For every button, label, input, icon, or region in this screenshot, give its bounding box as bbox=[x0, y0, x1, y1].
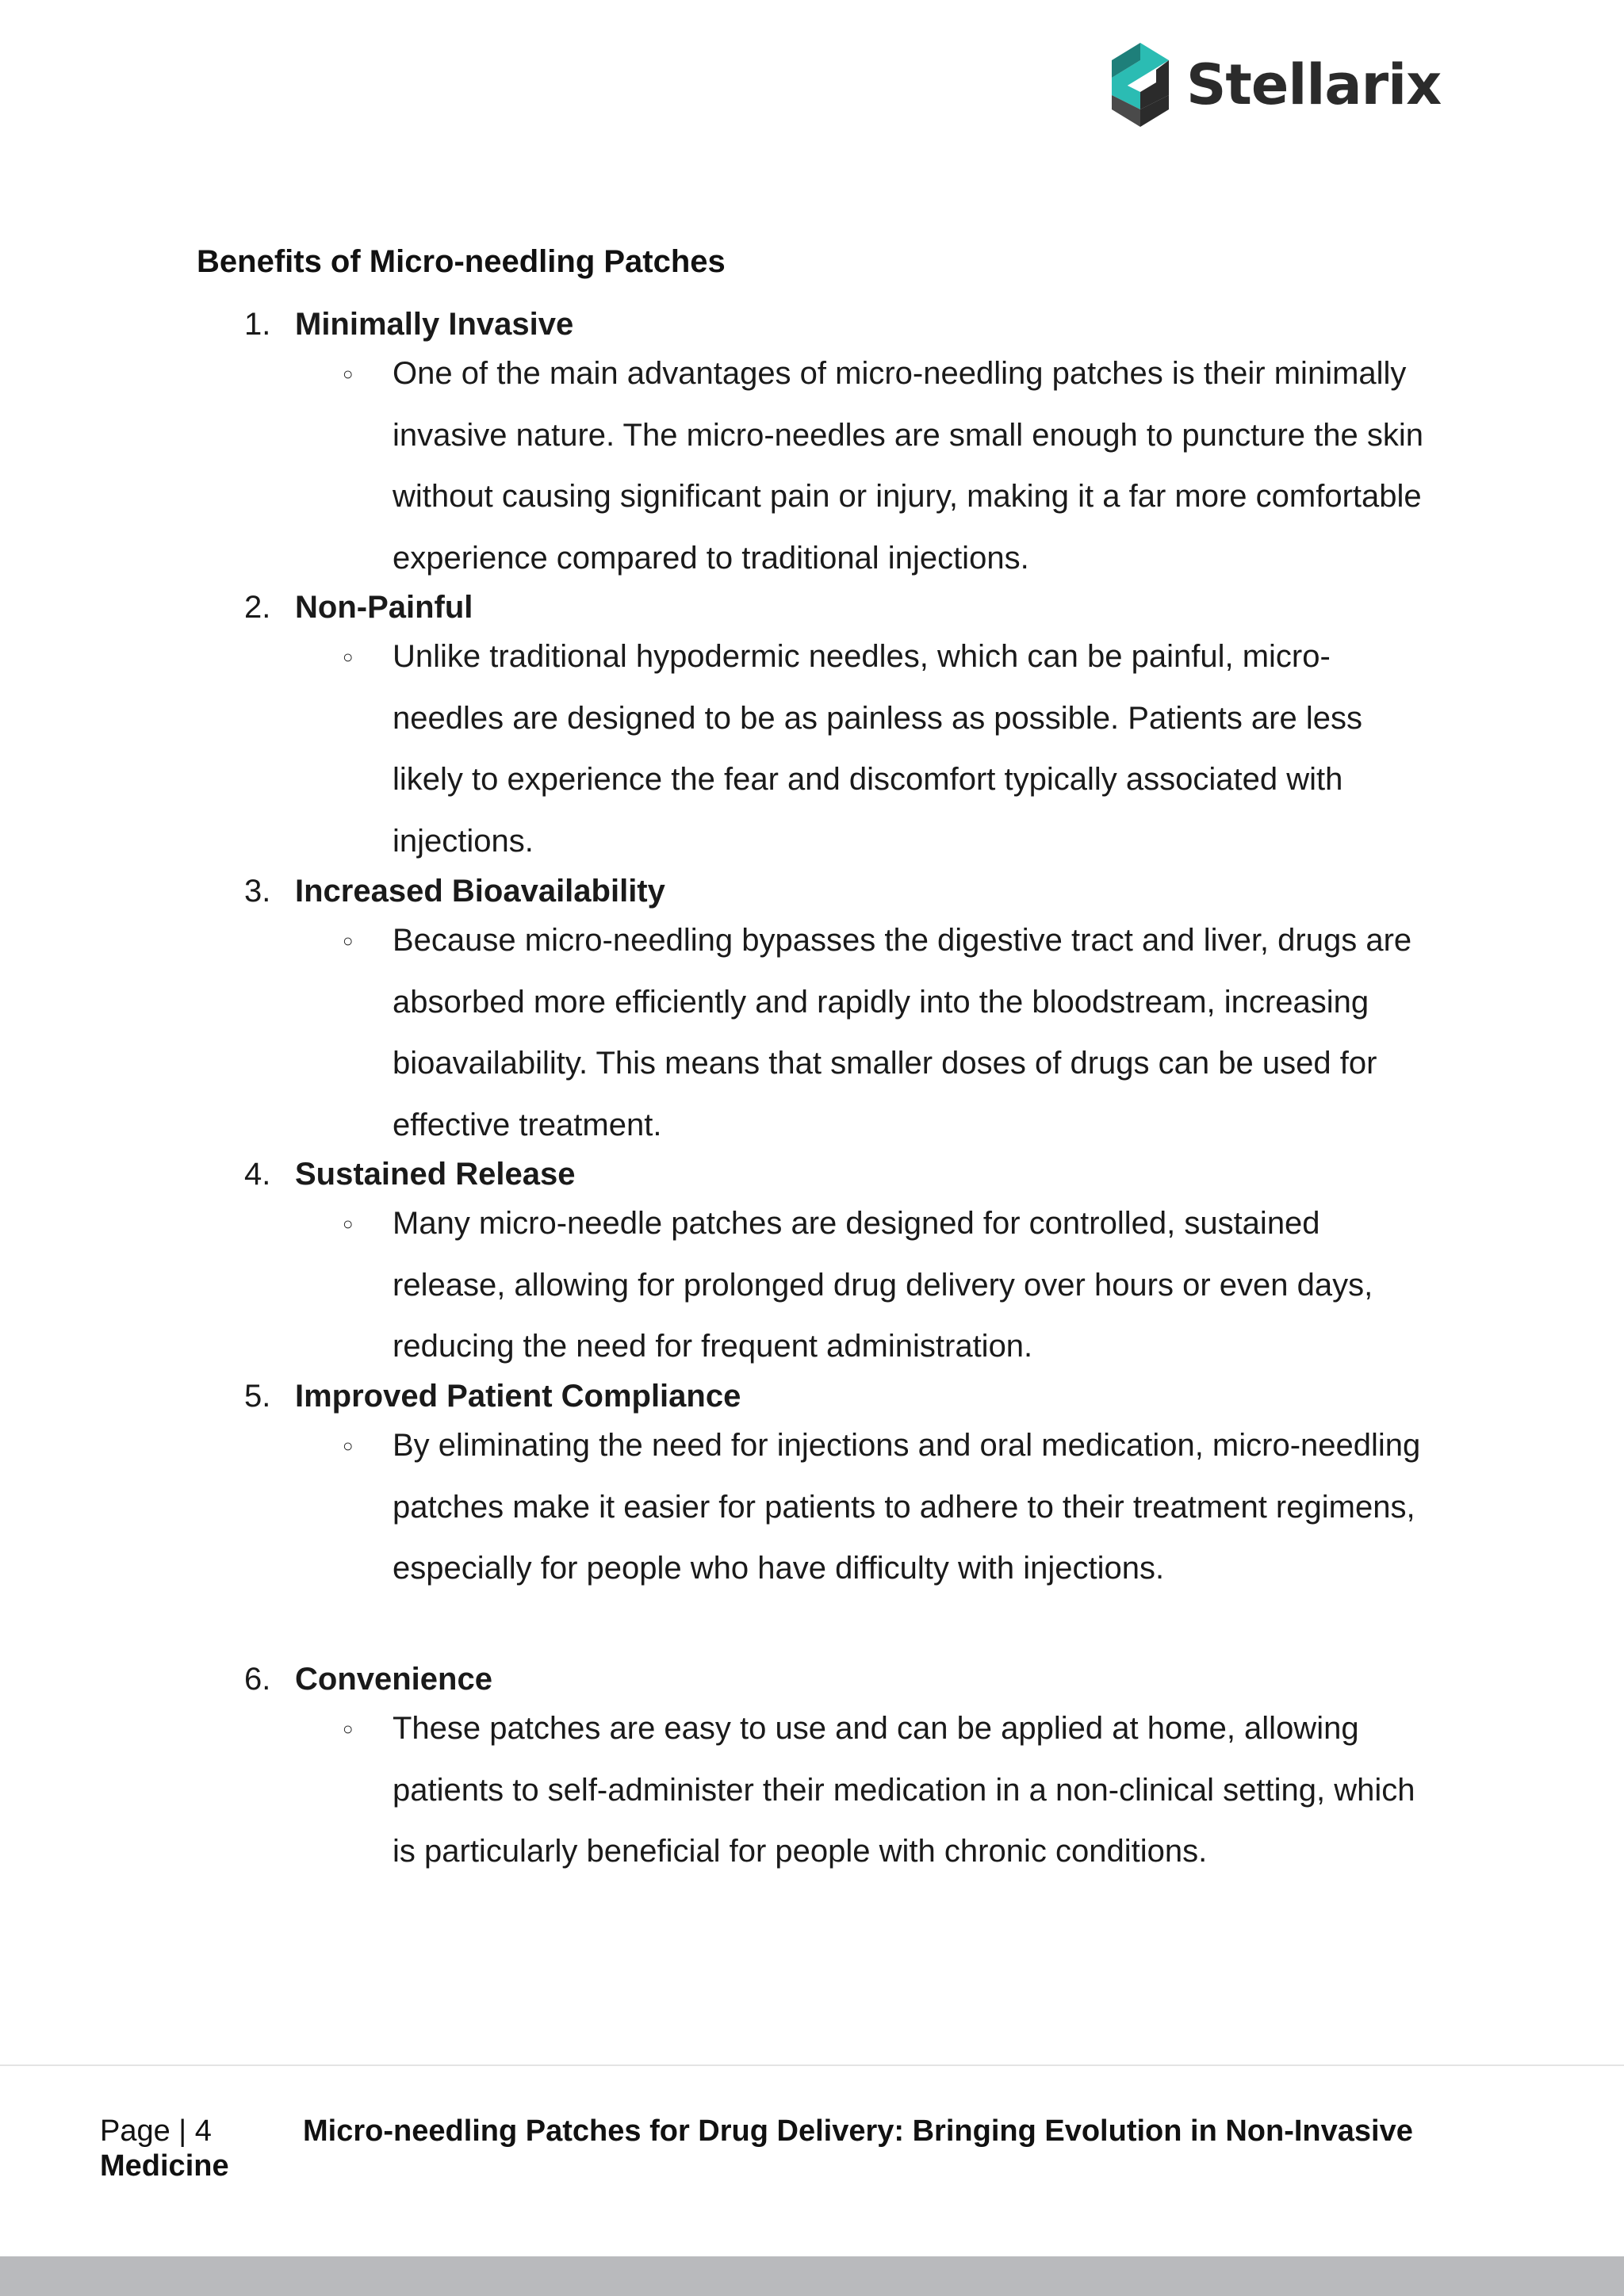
footer-divider bbox=[0, 2064, 1624, 2066]
stellarix-logo bbox=[1112, 43, 1441, 127]
page-number: Page | 4 bbox=[100, 2114, 212, 2148]
logo-wordmark: Stellarix bbox=[1186, 52, 1442, 117]
list-item-number: 6. bbox=[244, 1662, 271, 1697]
list-item-description: By eliminating the need for injections and oral medication, micro-needling patches make it easier for patients to adhere to their treatment regimens, especially for people who have difficulty with injections. bbox=[393, 1428, 1421, 1586]
list-item-title: Improved Patient Compliance bbox=[295, 1379, 741, 1414]
list-item-description: One of the main advantages of micro-needling patches is their minimally invasive nature. The micro-needles are small enough to puncture the skin without causing significant pain or injury, making it a far more comfortable experience compared to traditional injections. bbox=[393, 356, 1423, 576]
footer-document-title-continued: Medicine bbox=[100, 2149, 229, 2183]
list-item-title: Minimally Invasive bbox=[295, 307, 574, 342]
footer-document-title: Micro-needling Patches for Drug Delivery: Bringing Evolution in Non-Invasive bbox=[303, 2114, 1413, 2148]
list-item-description: Because micro-needling bypasses the digestive tract and liver, drugs are absorbed more efficiently and rapidly into the bloodstream, increasing bioavailability. This means that smaller doses of drugs can be used for effective treatment. bbox=[393, 923, 1412, 1142]
hollow-bullet-icon: ○ bbox=[343, 647, 354, 667]
section-title: Benefits of Micro-needling Patches bbox=[197, 244, 726, 279]
list-item-title: Non-Painful bbox=[295, 590, 473, 625]
list-item-description: These patches are easy to use and can be applied at home, allowing patients to self-administer their medication in a non-clinical setting, which is particularly beneficial for people with chronic conditions. bbox=[393, 1711, 1415, 1869]
hollow-bullet-icon: ○ bbox=[343, 1719, 354, 1739]
page-gap bbox=[0, 2256, 1624, 2296]
hollow-bullet-icon: ○ bbox=[343, 1436, 354, 1456]
hollow-bullet-icon: ○ bbox=[343, 931, 354, 951]
list-item-number: 5. bbox=[244, 1379, 271, 1414]
hollow-bullet-icon: ○ bbox=[343, 364, 354, 384]
list-item-number: 2. bbox=[244, 590, 271, 625]
list-item-description: Many micro-needle patches are designed for controlled, sustained release, allowing for prolonged drug delivery over hours or even days, reducing the need for frequent administration. bbox=[393, 1206, 1373, 1364]
hollow-bullet-icon: ○ bbox=[343, 1214, 354, 1234]
list-item-number: 3. bbox=[244, 874, 271, 909]
list-item-title: Increased Bioavailability bbox=[295, 874, 665, 909]
list-item-title: Sustained Release bbox=[295, 1157, 576, 1192]
list-item-number: 4. bbox=[244, 1157, 271, 1192]
list-item-description: Unlike traditional hypodermic needles, which can be painful, micro-needles are designed to be as painless as possible. Patients are less likely to experience the fear and discomfort typically associated with injections. bbox=[393, 639, 1362, 859]
stellarix-logo-icon bbox=[1112, 43, 1169, 127]
list-item-number: 1. bbox=[244, 307, 271, 342]
list-item-title: Convenience bbox=[295, 1662, 492, 1697]
